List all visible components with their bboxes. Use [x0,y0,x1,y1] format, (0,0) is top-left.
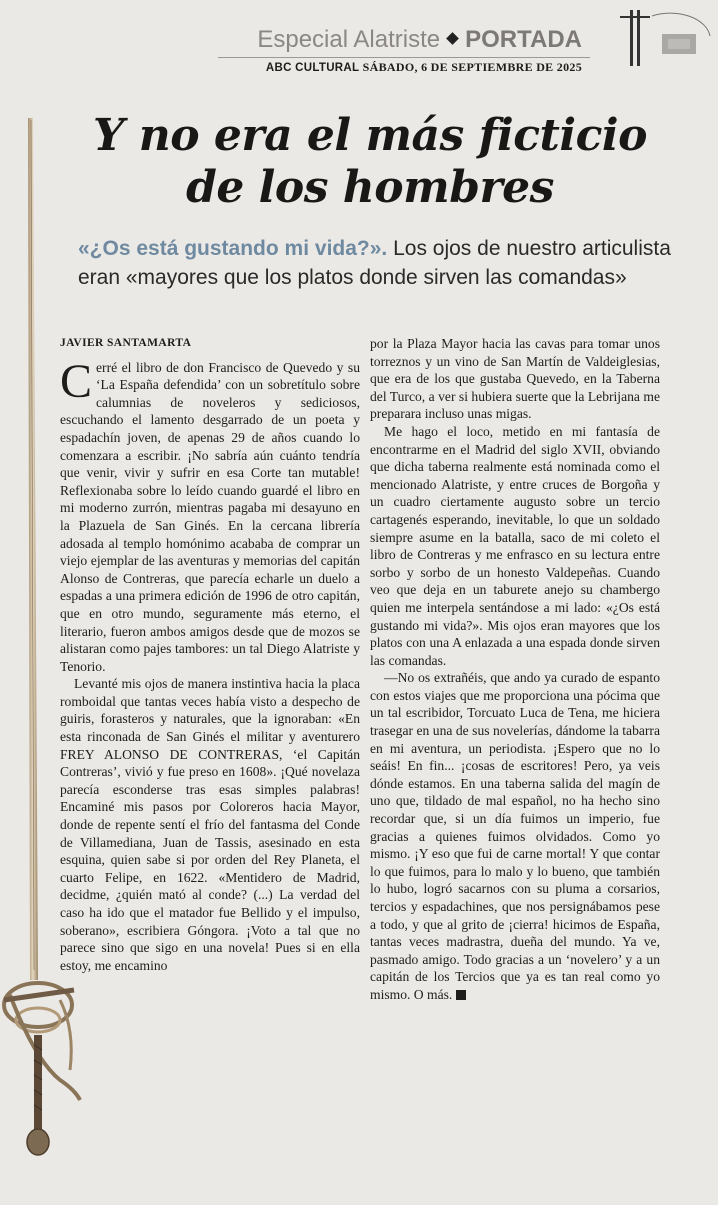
publication-name: ABC CULTURAL [265,62,360,74]
paragraph [370,669,660,1003]
drop-cap: C [60,354,93,408]
byline: JAVIER SANTAMARTA [60,337,192,349]
stamp-icon [612,6,712,66]
paragraph: Levanté mis ojos de manera instintiva hacia la placa romboidal que tantas veces había visto a despecho de guiris, forasteros y naturales, que la ignoraban: «En esta rinconada de San Ginés el militar y aventurero FREY ALONSO DE CONTRERAS, ‘el Capitán Contreras’, vivió y fue preso en 1608». ¡Qué novelaza parecía esconderse tras esas simples palabras! Encaminé mis pasos por Coloreros hacia Mayor, donde de repente sentí el frío del fantasma del Conde de Villamediana, Juan de Tassis, asesinado en esta esquina, quien sabe si por orden del Rey Planeta, el cuarto Felipe, en 1622. «Mentidero de Madrid, decidme, ¿quién mató al conde? (...) La verdad del caso ha ido que el matador fue Bellido y el impulso, soberano», escribiera Góngora. ¡Voto a tal que no parece sino que sigo en una novela! Pues si en ella estoy, me encamino [60,676,360,973]
section-title: Especial Alatriste [257,26,441,53]
article-column-2 [370,335,660,1004]
section-line [257,26,582,54]
paragraph-text: —No os extrañéis, que ando ya curado de espanto con estos viajes que me proporciona una pócima que un tal escribidor, Torcuato Luca de Tena, me hiciera trasegar en una de sus novelerías, dándome la tabarra en mi aventura, un periodista. ¡Espero que no lo seáis! En fin... ¡cosas de escritores! Pero, ya veis dónde estamos. En una taberna salida del magín de uno que, tildado de mal español, no ha hecho sino recordar que, si un día fuimos un imperio, fue gracias a quienes fuimos olvidados. Como yo mismo. ¡Y eso que fui de carne mortal! Y que contar lo que fuimos, para lo malo y lo bueno, que también lo hubo, logró sacarnos con su pluma a corsarios, tercios y espadachines, que nos persignábamos pese a todo, y que al grito de ¡cierra! hicimos de España, tantas veces madrastra, dueña del mundo. Ya ve, pasmado amigo. Todo gracias a un ‘novelero’ y a un capitán de los Tercios que ya es tan real como yo mismo. O más. [370,670,660,1002]
paragraph: por la Plaza Mayor hacia las cavas para tomar unos torreznos y un vino de San Martín de Valdeiglesias, que era de los que gustaba Quevedo, en la Taberna del Turco, a ver si hubiera suerte que la Lebrijana me preparara incluso unas migas. [370,336,660,422]
headline [60,110,680,214]
dateline [266,60,582,75]
end-mark-icon [456,990,466,1000]
diamond-icon [446,32,459,45]
article-column-1 [60,335,360,974]
subsection-title: PORTADA [465,26,582,53]
headline-line-1: Y no era el más ficticio [93,110,647,161]
publication-date: SÁBADO, 6 DE SEPTIEMBRE DE 2025 [362,60,582,74]
header-rule [218,57,590,58]
deck-quote: «¿Os está gustando mi vida?». [78,237,388,260]
deck-text: Los ojos de nuestro articulista eran «mayores que los platos donde sirven las comandas» [78,237,671,289]
page-header [0,22,600,82]
paragraph [60,354,360,676]
paragraph-text: erré el libro de don Francisco de Quevedo y su ‘La España defendida’ con un sobretítulo sobre calumnias de noveleros y sediciosos, escuchando el lamento desgarrado de un poeta y espadachín joven, de apenas 29 de años cuando lo comenzara a escribir. ¡No sabría aún cuánto tendría que venir, vivir y sufrir en esa Corte tan mutable! Reflexionaba sobre lo leído cuando guardé el libro en mi moderno zurrón, mientras pagaba mi desayuno en la Plazuela de San Ginés. En la cercana librería adosada al templo homónimo acababa de comprar un viejo ejemplar de las aventuras y memorias del capitán Alonso de Contreras, que parecía echarle un duelo a espadas a una primera edición de 1996 de otro capitán, que en otro mundo, seguramente más eterno, el literario, fueron ambos amigos desde que de mozos se alistaran como pajes tambores: un tal Diego Alatriste y Tenorio. [60,359,360,674]
headline-line-2: de los hombres [186,162,554,213]
article-deck [78,234,678,292]
paragraph: Me hago el loco, metido en mi fantasía de encontrarme en el Madrid del siglo XVII, obviando que dicha taberna realmente está nominada como el mencionado Alatriste, y entre cruces de Borgoña y un cuadro ciertamente augusto sobre un tercio cartagenés esperando, inevitable, lo que un soldado siempre asume en la batalla, saco de mi coleto el libro de Contreras y me enfrasco en su lectura entre sorbo y sorbo de un honesto Valdepeñas. Cuando veo que deja en un taburete anejo su chambergo quien me interpela sentándose a mi lado: «¿Os está gustando mi vida?». Mis ojos eran mayores que los platos con una A enlazada a una espada donde sirven las comandas. [370,423,660,668]
